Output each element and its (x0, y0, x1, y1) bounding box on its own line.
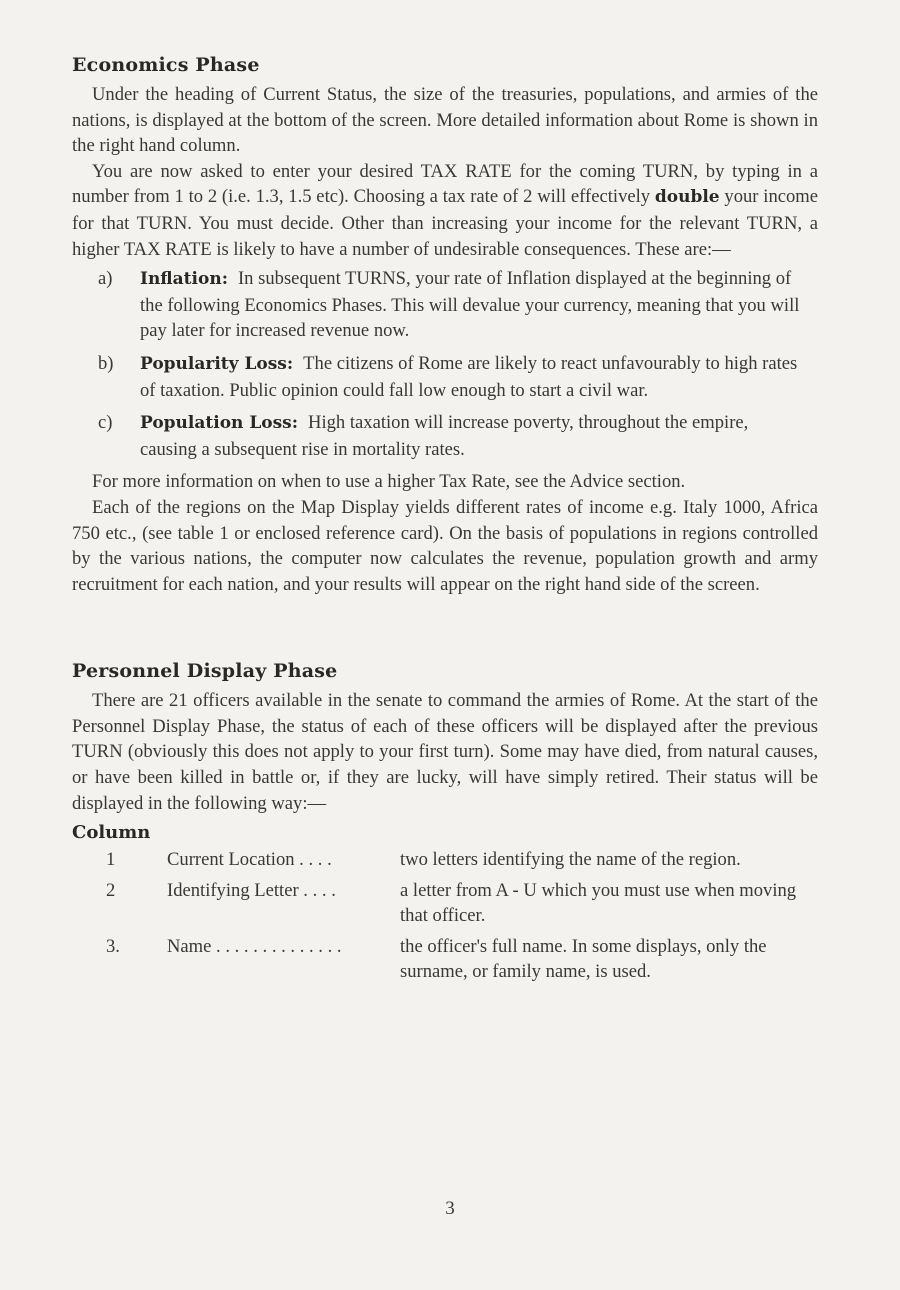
list-item (72, 351, 818, 403)
column-heading: Column (72, 822, 151, 844)
list-item (72, 266, 818, 344)
column-label: Identifying Letter . . . . (167, 880, 336, 902)
list-marker: c) (98, 412, 113, 434)
list-term: Inflation: (140, 269, 228, 290)
list-text: The citizens of Rome are likely to react unfavourably to high rates of taxation. Public opinion could fall low enough to start a civil war. (140, 352, 798, 401)
column-description: a letter from A - U which you must use when moving that officer. (400, 880, 797, 927)
column-number: 3. (106, 936, 120, 958)
list-term: Popularity Loss: (140, 353, 294, 374)
double-emphasis: double (654, 187, 720, 208)
list-term: Population Loss: (140, 413, 299, 434)
column-description: two letters identifying the name of the region. (400, 849, 741, 871)
column-row (72, 847, 818, 872)
page-number: 3 (445, 1198, 455, 1219)
economics-para-4: Each of the regions on the Map Display yields different rates of income e.g. Italy 1000, Africa 750 etc., (see table 1 or enclosed reference card). On the basis of populations in regions controlled by the various nations, the computer now calculates the revenue, population growth and army recruitment for each nation, and your results will appear on the right hand side of the screen. (72, 496, 818, 595)
column-label: Current Location . . . . (167, 849, 332, 871)
economics-para-1: Under the heading of Current Status, the size of the treasuries, populations, and armies of the nations, is displayed at the bottom of the screen. More detailed information about Rome is shown in the right hand column. (72, 84, 818, 157)
list-text: High taxation will increase poverty, throughout the empire, causing a subsequent rise in mortality rates. (140, 412, 749, 460)
personnel-para-1: There are 21 officers available in the senate to command the armies of Rome. At the start of the Personnel Display Phase, the status of each of these officers will be displayed after the previous TURN (obviously this does not apply to your first turn). Some may have died, from natural causes, or have been killed in battle or, if they are lucky, will have simply retired. Their status will be displayed in the following way:— (72, 690, 818, 814)
column-row (72, 934, 818, 984)
economics-para-2: You are now asked to enter your desired TAX RATE for the coming TURN, by typing in a number from 1 to 2 (i.e. 1.3, 1.5 etc). Choosing a tax rate of 2 will effectively double your income for that TURN. You must decide. Other than increasing your income for the relevant TURN, a higher TAX RATE is likely to have a number of undesirable consequences. These are:— (72, 160, 819, 260)
column-label: Name . . . . . . . . . . . . . . (167, 936, 342, 958)
list-marker: a) (98, 268, 113, 290)
list-marker: b) (98, 352, 114, 374)
economics-para-3: For more information on when to use a higher Tax Rate, see the Advice section. (92, 471, 686, 493)
personnel-heading: Personnel Display Phase (72, 660, 338, 683)
page-content (72, 54, 818, 990)
list-item (72, 410, 818, 462)
column-row (72, 878, 818, 928)
column-table (72, 847, 818, 984)
list-text: In subsequent TURNS, your rate of Inflation displayed at the beginning of the following Economics Phases. This will devalue your currency, meaning that you will pay later for increased revenue now. (140, 268, 800, 342)
economics-heading: Economics Phase (72, 54, 260, 76)
column-number: 2 (106, 880, 116, 902)
consequences-list (72, 266, 818, 462)
column-number: 1 (106, 849, 116, 871)
column-description: the officer's full name. In some displays, only the surname, or family name, is used. (400, 936, 767, 983)
